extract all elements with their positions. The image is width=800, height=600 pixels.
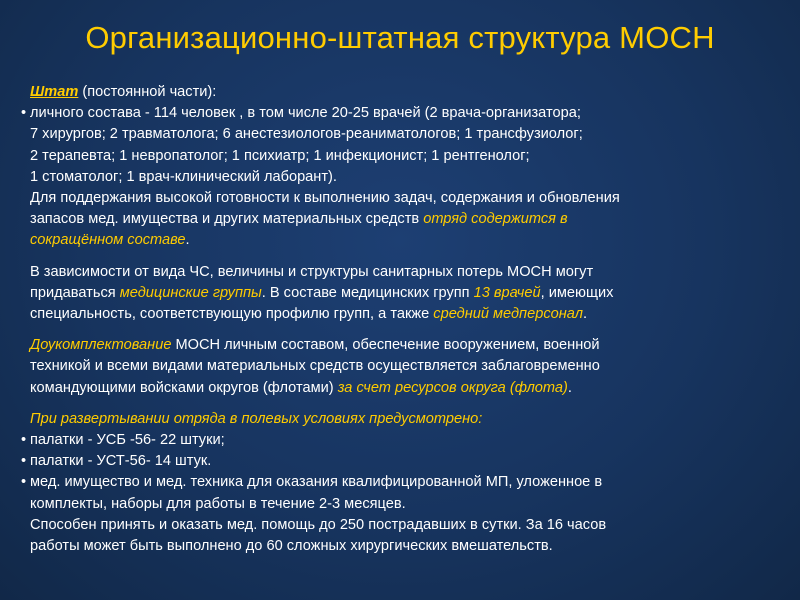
completion-line-3-c: .	[567, 379, 572, 396]
nurses-highlight: средний медперсонал	[433, 306, 583, 323]
deployment-item-tents-ust: • палатки - УСТ-56- 14 штук.	[22, 451, 782, 472]
deployment-heading: При развертывании отряда в полевых условиях предусмотрено:	[30, 410, 483, 427]
staff-heading	[22, 82, 782, 103]
staff-line-6-text: запасов мед. имущества и других материальных средств	[30, 211, 424, 228]
groups-line-2-e: , имеющих	[540, 284, 614, 301]
completion-line-2: техникой и всеми видами материальных средств осуществляется заблаговременно	[30, 358, 600, 375]
staff-line-2: 7 хирургов; 2 травматолога; 6 анестезиологов-реаниматологов; 1 трансфузиолог;	[30, 126, 583, 143]
groups-line-3-a: специальность, соответствующую профилю групп, а также	[30, 306, 434, 323]
deployment-item-tents-usb: • палатки - УСБ -56- 22 штуки;	[22, 430, 782, 451]
staff-line-5: Для поддержания высокой готовности к выполнению задач, содержания и обновления	[30, 190, 620, 207]
groups-line-3-c: .	[582, 306, 588, 323]
staff-label-rest: (постоянной части):	[78, 84, 217, 100]
medical-groups-highlight: медицинские группы	[119, 284, 262, 301]
staff-reduced-note-end: сокращённом составе	[30, 232, 186, 249]
deployment-item-equipment-cont: комплекты, наборы для работы в течение 2-3 месяцев.	[30, 495, 406, 512]
staff-line-4: 1 стоматолог; 1 врач-клинический лаборант).	[30, 168, 337, 185]
slide-body	[22, 82, 782, 557]
groups-line-2-a: придаваться	[30, 284, 120, 301]
staff-reduced-note: отряд содержится в	[423, 211, 568, 228]
doctors-count-highlight: 13 врачей	[473, 284, 541, 301]
staff-label: Штат	[30, 84, 79, 100]
completion-line-3-a: командующими войсками округов (флотами)	[30, 379, 338, 396]
groups-line-2-c: . В составе медицинских групп	[261, 284, 474, 301]
staff-line-6	[22, 209, 782, 230]
completion-highlight: Доукомплектование	[30, 337, 172, 354]
groups-line-1: В зависимости от вида ЧС, величины и структуры санитарных потерь МОСН могут	[30, 263, 594, 280]
staff-line-1: • личного состава - 114 человек , в том числе 20-25 врачей (2 врача-организатора;	[22, 103, 782, 124]
completion-line-3	[22, 378, 782, 399]
capacity-line-1: Способен принять и оказать мед. помощь до 250 пострадавших в сутки. За 16 часов	[30, 516, 607, 533]
capacity-line-2: работы может быть выполнено до 60 сложных хирургических вмешательств.	[30, 538, 553, 555]
slide-title: Организационно-штатная структура МОСН	[85, 20, 715, 55]
staff-line-7-end: .	[185, 232, 190, 249]
groups-line-2	[22, 283, 782, 304]
district-resources-highlight: за счет ресурсов округа (флота)	[337, 379, 568, 396]
groups-line-3	[22, 304, 782, 325]
staff-line-3: 2 терапевта; 1 невропатолог; 1 психиатр; 1 инфекционист; 1 рентгенолог;	[30, 147, 530, 164]
deployment-item-equipment: • мед. имущество и мед. техника для оказания квалифицированной МП, уложенное в	[22, 472, 782, 493]
staff-line-7	[22, 230, 782, 251]
completion-line-1	[22, 335, 782, 356]
completion-line-1-b: МОСН личным составом, обеспечение вооружением, военной	[171, 337, 600, 354]
